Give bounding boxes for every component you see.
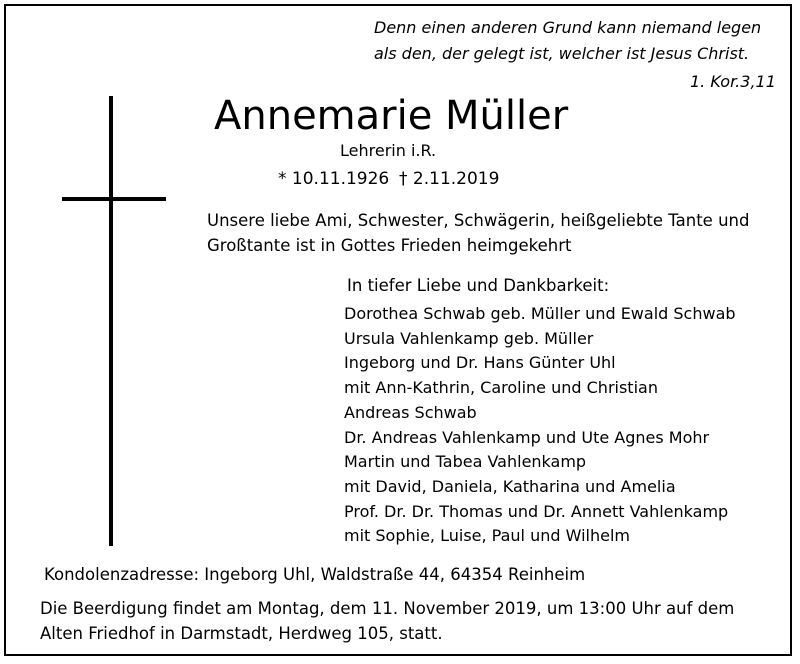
list-item: mit Sophie, Luise, Paul und Wilhelm [344,526,630,546]
cross-vertical-bar [109,96,113,546]
list-item: Dorothea Schwab geb. Müller und Ewald Schwab [344,304,736,323]
cross-horizontal-bar [62,197,166,201]
list-item: Dr. Andreas Vahlenkamp und Ute Agnes Mohr [344,427,710,447]
list-item: mit Ann-Kathrin, Caroline und Christian [344,378,658,398]
list-item: Ursula Vahlenkamp geb. Müller [344,328,594,348]
bible-quote-line-2: als den, der gelegt ist, welcher ist Jesus Christ. [374,44,750,63]
mourners-intro: In tiefer Liebe und Dankbarkeit: [347,276,610,295]
list-item: Andreas Schwab [344,402,477,422]
bible-quote-reference: 1. Kor.3,11 [690,72,776,91]
funeral-line-2: Alten Friedhof in Darmstadt, Herdweg 105, statt. [40,624,443,643]
deceased-occupation: Lehrerin i.R. [340,141,437,160]
announcement-line-2: Großtante ist in Gottes Frieden heimgekehrt [207,236,572,255]
list-item: Ingeborg und Dr. Hans Günter Uhl [344,353,616,373]
announcement-text [207,208,749,258]
list-item: mit David, Daniela, Katharina und Amelia [344,476,676,496]
announcement-line-1: Unsere liebe Ami, Schwester, Schwägerin, heißgeliebte Tante und [207,211,750,230]
list-item: Martin und Tabea Vahlenkamp [344,452,587,472]
death-date: † 2.11.2019 [399,169,500,189]
funeral-line-1: Die Beerdigung findet am Montag, dem 11. November 2019, um 13:00 Uhr auf dem [40,599,735,618]
mourners-list [344,302,736,549]
birth-date: * 10.11.1926 [278,169,390,189]
condolence-address: Kondolenzadresse: Ingeborg Uhl, Waldstraße 44, 64354 Reinheim [44,565,586,584]
bible-quote-line-1: Denn einen anderen Grund kann niemand legen [374,18,762,37]
list-item: Prof. Dr. Dr. Thomas und Dr. Annett Vahlenkamp [344,501,729,521]
deceased-name: Annemarie Müller [214,93,569,139]
funeral-details [40,596,734,646]
